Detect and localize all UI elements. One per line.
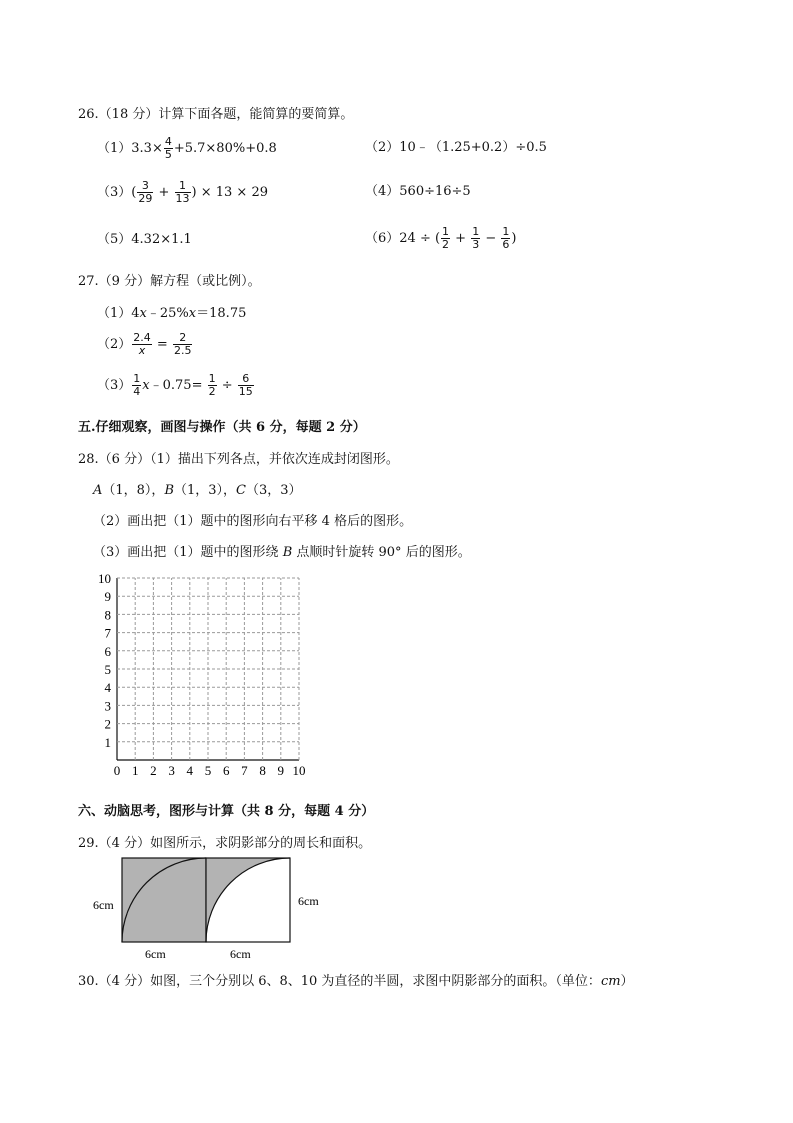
x-axis-tick-label: 7: [241, 763, 248, 778]
q26-part3: （3）( $\frac{3}{29}$ + $\frac{1}{13}$ ) × 13 × 29: [97, 179, 268, 205]
x-axis-tick-label: 0: [113, 763, 121, 778]
x-axis-tick-label: 4: [186, 763, 194, 778]
q26-part5: （5）4.32×1.1: [97, 232, 192, 247]
q26-part4: （4）560÷16÷5: [365, 184, 471, 199]
section6-heading: 六、动脑思考，图形与计算（共 8 分，每题 4 分）: [78, 804, 375, 819]
q27-heading: 27.（9 分）解方程（或比例）。: [78, 274, 261, 289]
right-side-label: 6cm: [298, 894, 319, 908]
left-side-label: 6cm: [93, 898, 114, 912]
fraction: $\frac{1}{6}$: [502, 225, 510, 251]
fraction: $\frac{2.4}{x}$: [133, 331, 151, 357]
q27-part1: （1）4x﹣25%x＝18.75: [97, 306, 247, 321]
q28-part2: （2）画出把（1）题中的图形向右平移 4 格后的图形。: [93, 514, 413, 529]
y-axis-tick-label: 4: [104, 680, 111, 696]
y-axis-tick-label: 7: [104, 625, 111, 641]
x-axis-tick-label: 8: [259, 763, 266, 778]
fraction: $\frac{2}{2.5}$: [173, 331, 192, 357]
q26-part2: （2）10﹣（1.25+0.2）÷0.5: [365, 140, 547, 155]
section5-heading: 五.仔细观察，画图与操作（共 6 分，每题 2 分）: [78, 420, 366, 435]
fraction: $\frac{1}{4}$: [133, 372, 141, 398]
bottom-right-label: 6cm: [230, 947, 251, 961]
q26-heading: 26.（18 分）计算下面各题，能简算的要简算。: [78, 107, 354, 122]
x-axis-tick-label: 1: [131, 763, 139, 778]
q26-part1: （1）3.3× $\frac{4}{5}$ +5.7×80%+0.8: [97, 135, 277, 161]
grid-labels: [98, 571, 306, 778]
y-axis-tick-label: 3: [104, 698, 111, 714]
fraction: $\frac{6}{15}$: [238, 372, 253, 398]
fraction: $\frac{1}{3}$: [472, 225, 480, 251]
fraction: $\frac{1}{13}$: [175, 179, 190, 205]
fraction: $\frac{3}{29}$: [138, 179, 153, 205]
y-axis-tick-label: 5: [104, 662, 111, 677]
x-axis-tick-label: 9: [277, 763, 285, 778]
fraction: $\frac{4}{5}$: [164, 135, 172, 161]
q30-heading: 30.（4 分）如图，三个分别以 6、8、10 为直径的半圆，求图中阴影部分的面积。（单位：cm）: [78, 974, 634, 989]
x-axis-tick-label: 6: [222, 763, 230, 778]
fraction: $\frac{1}{2}$: [442, 225, 450, 251]
y-axis-tick-label: 2: [104, 716, 111, 732]
y-axis-tick-label: 9: [104, 589, 111, 605]
q28-heading: 28.（6 分）（1）描出下列各点，并依次连成封闭图形。: [78, 452, 399, 467]
x-axis-tick-label: 10: [292, 763, 306, 778]
q26-part6: （6）24 ÷ ( $\frac{1}{2}$ + $\frac{1}{3}$ − $\frac{1}{6}$ ): [365, 225, 517, 251]
grid-lines: [117, 578, 299, 760]
q27-part3: （3） $\frac{1}{4}$ x﹣0.75= $\frac{1}{2}$ ÷ $\frac{6}{15}$: [97, 372, 253, 398]
x-axis-tick-label: 5: [204, 763, 212, 778]
y-axis-tick-label: 10: [98, 571, 111, 586]
fraction: $\frac{1}{2}$: [208, 372, 216, 398]
coordinate-grid: [90, 570, 315, 786]
x-axis-tick-label: 2: [150, 763, 157, 778]
q27-part2: （2） $\frac{2.4}{x}$ = $\frac{2}{2.5}$: [97, 331, 192, 357]
right-shaded-region: [206, 858, 290, 942]
y-axis-tick-label: 8: [104, 607, 111, 623]
y-axis-tick-label: 6: [104, 643, 111, 659]
q28-points: A（1，8），B（1，3），C（3，3）: [93, 483, 302, 498]
y-axis-tick-label: 1: [104, 734, 111, 750]
x-axis-tick-label: 3: [168, 763, 175, 778]
q28-part3: （3）画出把（1）题中的图形绕 B 点顺时针旋转 90° 后的图形。: [93, 545, 471, 560]
q29-heading: 29.（4 分）如图所示，求阴影部分的周长和面积。: [78, 836, 372, 851]
q29-figure: [85, 850, 335, 965]
bottom-left-label: 6cm: [145, 947, 166, 961]
